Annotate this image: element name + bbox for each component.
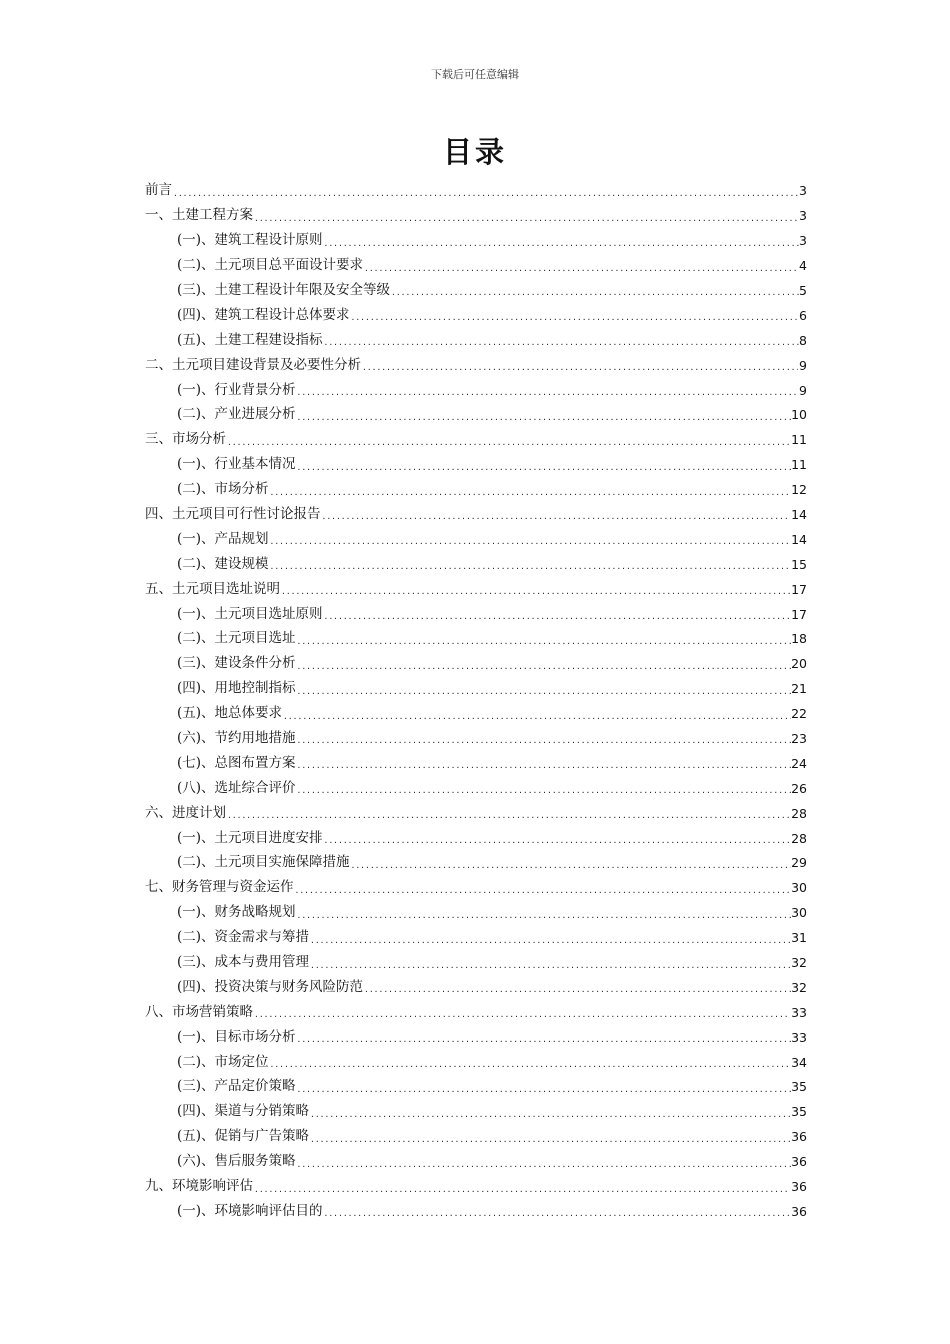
toc-entry-page: 3 xyxy=(799,183,807,199)
toc-entry-label: 前言 xyxy=(145,182,172,199)
toc-entry[interactable] xyxy=(145,698,807,723)
toc-entry-label: (八)、选址综合评价 xyxy=(177,779,296,796)
toc-entry-label: (一)、目标市场分析 xyxy=(177,1028,296,1045)
toc-entry-page: 36 xyxy=(791,1179,807,1195)
toc-entry-label: (三)、产品定价策略 xyxy=(177,1078,296,1095)
toc-entry[interactable] xyxy=(145,822,807,847)
toc-entry-label: (一)、环境影响评估目的 xyxy=(177,1202,323,1219)
toc-entry-page: 5 xyxy=(799,282,807,298)
toc-entry-page: 15 xyxy=(791,556,807,572)
toc-entry-page: 17 xyxy=(791,581,807,597)
toc-entry[interactable] xyxy=(145,449,807,474)
toc-leader-dots xyxy=(297,414,792,422)
toc-entry-label: 三、市场分析 xyxy=(145,431,226,448)
toc-entry-label: (二)、市场分析 xyxy=(177,481,269,498)
toc-leader-dots xyxy=(270,538,792,546)
toc-entry[interactable] xyxy=(145,474,807,499)
toc-entry-page: 30 xyxy=(791,905,807,921)
toc-entry-label: (一)、行业背景分析 xyxy=(177,381,296,398)
toc-entry-page: 21 xyxy=(791,681,807,697)
toc-leader-dots xyxy=(364,986,791,994)
toc-entry-page: 36 xyxy=(791,1129,807,1145)
toc-leader-dots xyxy=(351,862,792,870)
toc-leader-dots xyxy=(227,439,790,447)
toc-entry-page: 32 xyxy=(791,979,807,995)
toc-entry-page: 20 xyxy=(791,656,807,672)
toc-entry-page: 10 xyxy=(791,407,807,423)
toc-entry[interactable] xyxy=(145,225,807,250)
toc-leader-dots xyxy=(351,314,800,322)
toc-entry-page: 23 xyxy=(791,730,807,746)
toc-entry[interactable] xyxy=(145,972,807,997)
toc-leader-dots xyxy=(297,1036,792,1044)
toc-entry[interactable] xyxy=(145,548,807,573)
toc-entry-page: 36 xyxy=(791,1154,807,1170)
toc-entry-page: 8 xyxy=(799,332,807,348)
toc-entry[interactable] xyxy=(145,897,807,922)
toc-entry-page: 36 xyxy=(791,1203,807,1219)
toc-entry-page: 14 xyxy=(791,506,807,522)
toc-entry-page: 32 xyxy=(791,955,807,970)
toc-entry[interactable] xyxy=(145,996,807,1021)
toc-entry-label: (一)、土元项目进度安排 xyxy=(177,829,323,846)
toc-leader-dots xyxy=(324,339,800,347)
toc-leader-dots xyxy=(297,663,792,671)
toc-entry[interactable] xyxy=(145,349,807,374)
toc-entry-label: (四)、渠道与分销策略 xyxy=(177,1103,310,1120)
toc-entry[interactable] xyxy=(145,747,807,772)
toc-entry-page: 9 xyxy=(799,357,807,373)
toc-entry[interactable] xyxy=(145,947,807,972)
toc-entry[interactable] xyxy=(145,523,807,548)
toc-entry-label: 九、环境影响评估 xyxy=(145,1178,253,1195)
toc-leader-dots xyxy=(227,812,790,820)
toc-entry[interactable] xyxy=(145,250,807,275)
toc-leader-dots xyxy=(173,190,798,198)
toc-leader-dots xyxy=(254,215,798,223)
toc-entry[interactable] xyxy=(145,1021,807,1046)
header-note: 下载后可任意编辑 xyxy=(431,68,519,81)
toc-entry-page: 29 xyxy=(791,855,807,871)
toc-entry-label: (六)、售后服务策略 xyxy=(177,1153,296,1170)
toc-leader-dots xyxy=(281,588,790,596)
toc-entry-page: 35 xyxy=(791,1079,807,1095)
toc-entry-page: 17 xyxy=(791,606,807,622)
toc-entry[interactable] xyxy=(145,275,807,300)
toc-entry[interactable] xyxy=(145,772,807,797)
toc-entry-page: 31 xyxy=(791,930,807,946)
toc-entry-page: 33 xyxy=(791,1029,807,1045)
toc-entry-label: 四、土元项目可行性讨论报告 xyxy=(145,505,321,522)
toc-entry-page: 34 xyxy=(791,1054,807,1070)
toc-entry[interactable] xyxy=(145,623,807,648)
toc-entry-label: (七)、总图布置方案 xyxy=(177,754,296,771)
toc-leader-dots xyxy=(324,1210,792,1218)
toc-entry-label: (一)、产品规划 xyxy=(177,530,269,547)
toc-entry[interactable] xyxy=(145,648,807,673)
toc-leader-dots xyxy=(270,489,792,497)
toc-entry-label: 六、进度计划 xyxy=(145,804,226,821)
toc-entry-label: 一、土建工程方案 xyxy=(145,207,253,224)
toc-entry-label: (三)、建设条件分析 xyxy=(177,655,296,672)
toc-entry-label: (四)、用地控制指标 xyxy=(177,680,296,697)
toc-leader-dots xyxy=(270,1061,792,1069)
toc-entry[interactable] xyxy=(145,1121,807,1146)
toc-leader-dots xyxy=(297,912,792,920)
toc-entry-label: (二)、土元项目实施保障措施 xyxy=(177,854,350,871)
toc-leader-dots xyxy=(322,513,791,521)
toc-entry-label: (五)、土建工程建设指标 xyxy=(177,331,323,348)
toc-entry-page: 4 xyxy=(799,258,807,274)
toc-leader-dots xyxy=(297,1161,792,1169)
toc-leader-dots xyxy=(297,464,792,472)
toc-entry[interactable] xyxy=(145,200,807,225)
toc-entry[interactable] xyxy=(145,175,807,200)
toc-entry-label: 七、财务管理与资金运作 xyxy=(145,879,294,896)
toc-entry[interactable] xyxy=(145,1071,807,1096)
toc-entry-page: 9 xyxy=(799,382,807,398)
toc-entry-page: 12 xyxy=(791,482,807,498)
toc-entry[interactable] xyxy=(145,374,807,399)
toc-entry-page: 30 xyxy=(791,880,807,896)
toc-entry-label: (三)、成本与费用管理 xyxy=(177,954,310,970)
toc-leader-dots xyxy=(297,389,800,397)
toc-leader-dots xyxy=(254,1011,790,1019)
toc-entry-page: 35 xyxy=(791,1104,807,1120)
toc-entry-label: (二)、市场定位 xyxy=(177,1053,269,1070)
toc-entry[interactable] xyxy=(145,797,807,822)
toc-entry-label: (一)、土元项目选址原则 xyxy=(177,605,323,622)
toc-entry-page: 11 xyxy=(791,457,807,473)
toc-leader-dots xyxy=(364,265,799,273)
toc-entry-label: (三)、土建工程设计年限及安全等级 xyxy=(177,281,391,298)
toc-leader-dots xyxy=(254,1186,790,1194)
toc-entry-label: (六)、节约用地措施 xyxy=(177,729,296,746)
toc-entry-label: (二)、土元项目总平面设计要求 xyxy=(177,257,364,274)
toc-entry-page: 24 xyxy=(791,755,807,771)
toc-entry[interactable] xyxy=(145,1146,807,1171)
toc-entry[interactable] xyxy=(145,922,807,947)
toc-entry[interactable] xyxy=(145,673,807,698)
toc-leader-dots xyxy=(297,688,792,696)
toc-entry[interactable] xyxy=(145,1171,807,1196)
toc-leader-dots xyxy=(310,962,791,970)
toc-entry-page: 11 xyxy=(791,432,807,448)
toc-entry-page: 18 xyxy=(791,631,807,647)
toc-leader-dots xyxy=(270,563,792,571)
toc-leader-dots xyxy=(324,613,792,621)
toc-leader-dots xyxy=(297,737,792,745)
toc-leader-dots xyxy=(297,787,792,795)
toc-entry-page: 26 xyxy=(791,780,807,796)
toc-entry-label: (四)、建筑工程设计总体要求 xyxy=(177,306,350,323)
toc-entry-label: (二)、建设规模 xyxy=(177,555,269,572)
toc-leader-dots xyxy=(310,937,791,945)
toc-entry-label: 二、土元项目建设背景及必要性分析 xyxy=(145,356,361,373)
toc-leader-dots xyxy=(362,364,798,372)
toc-entry-label: (一)、建筑工程设计原则 xyxy=(177,232,323,249)
toc-leader-dots xyxy=(324,240,800,248)
toc-entry[interactable] xyxy=(145,399,807,424)
toc-entry-label: (二)、资金需求与筹措 xyxy=(177,929,310,946)
toc-entry-page: 28 xyxy=(791,805,807,821)
toc-entry-label: (五)、促销与广告策略 xyxy=(177,1128,310,1145)
toc-leader-dots xyxy=(310,1111,791,1119)
toc-entry-label: (一)、行业基本情况 xyxy=(177,456,296,473)
toc-entry[interactable] xyxy=(145,598,807,623)
toc-leader-dots xyxy=(295,887,791,895)
toc-entry[interactable] xyxy=(145,872,807,897)
toc-leader-dots xyxy=(297,762,792,770)
toc-entry-label: 五、土元项目选址说明 xyxy=(145,580,280,597)
toc-entry[interactable] xyxy=(145,324,807,349)
toc-entry-page: 3 xyxy=(799,208,807,224)
toc-entry[interactable] xyxy=(145,1196,807,1221)
toc-leader-dots xyxy=(297,638,792,646)
page-title: 目录 xyxy=(442,135,507,169)
toc-entry[interactable] xyxy=(145,847,807,872)
toc-leader-dots xyxy=(310,1136,791,1144)
toc-leader-dots xyxy=(391,289,799,297)
toc-entry[interactable] xyxy=(145,1096,807,1121)
toc-entry-label: (二)、土元项目选址 xyxy=(177,630,296,647)
toc-entry-page: 22 xyxy=(791,706,807,722)
toc-entry-page: 3 xyxy=(799,233,807,249)
toc-entry[interactable] xyxy=(145,1046,807,1071)
toc-entry[interactable] xyxy=(145,573,807,598)
toc-entry[interactable] xyxy=(145,499,807,524)
toc-entry-label: (五)、地总体要求 xyxy=(177,705,283,722)
toc-entry-page: 28 xyxy=(791,830,807,846)
toc-entry-label: 八、市场营销策略 xyxy=(145,1003,253,1020)
toc-entry[interactable] xyxy=(145,424,807,449)
toc-leader-dots xyxy=(324,837,792,845)
toc-entry[interactable] xyxy=(145,723,807,748)
toc-leader-dots xyxy=(297,1086,792,1094)
toc-entry-label: (一)、财务战略规划 xyxy=(177,904,296,921)
toc-leader-dots xyxy=(283,713,791,721)
toc-entry[interactable] xyxy=(145,299,807,324)
toc-entry-label: (二)、产业进展分析 xyxy=(177,406,296,423)
toc-entry-page: 6 xyxy=(799,307,807,323)
toc-entry-label: (四)、投资决策与财务风险防范 xyxy=(177,978,364,995)
toc-entry-page: 14 xyxy=(791,531,807,547)
toc-entry-page: 33 xyxy=(791,1004,807,1020)
table-of-contents xyxy=(145,175,807,1220)
